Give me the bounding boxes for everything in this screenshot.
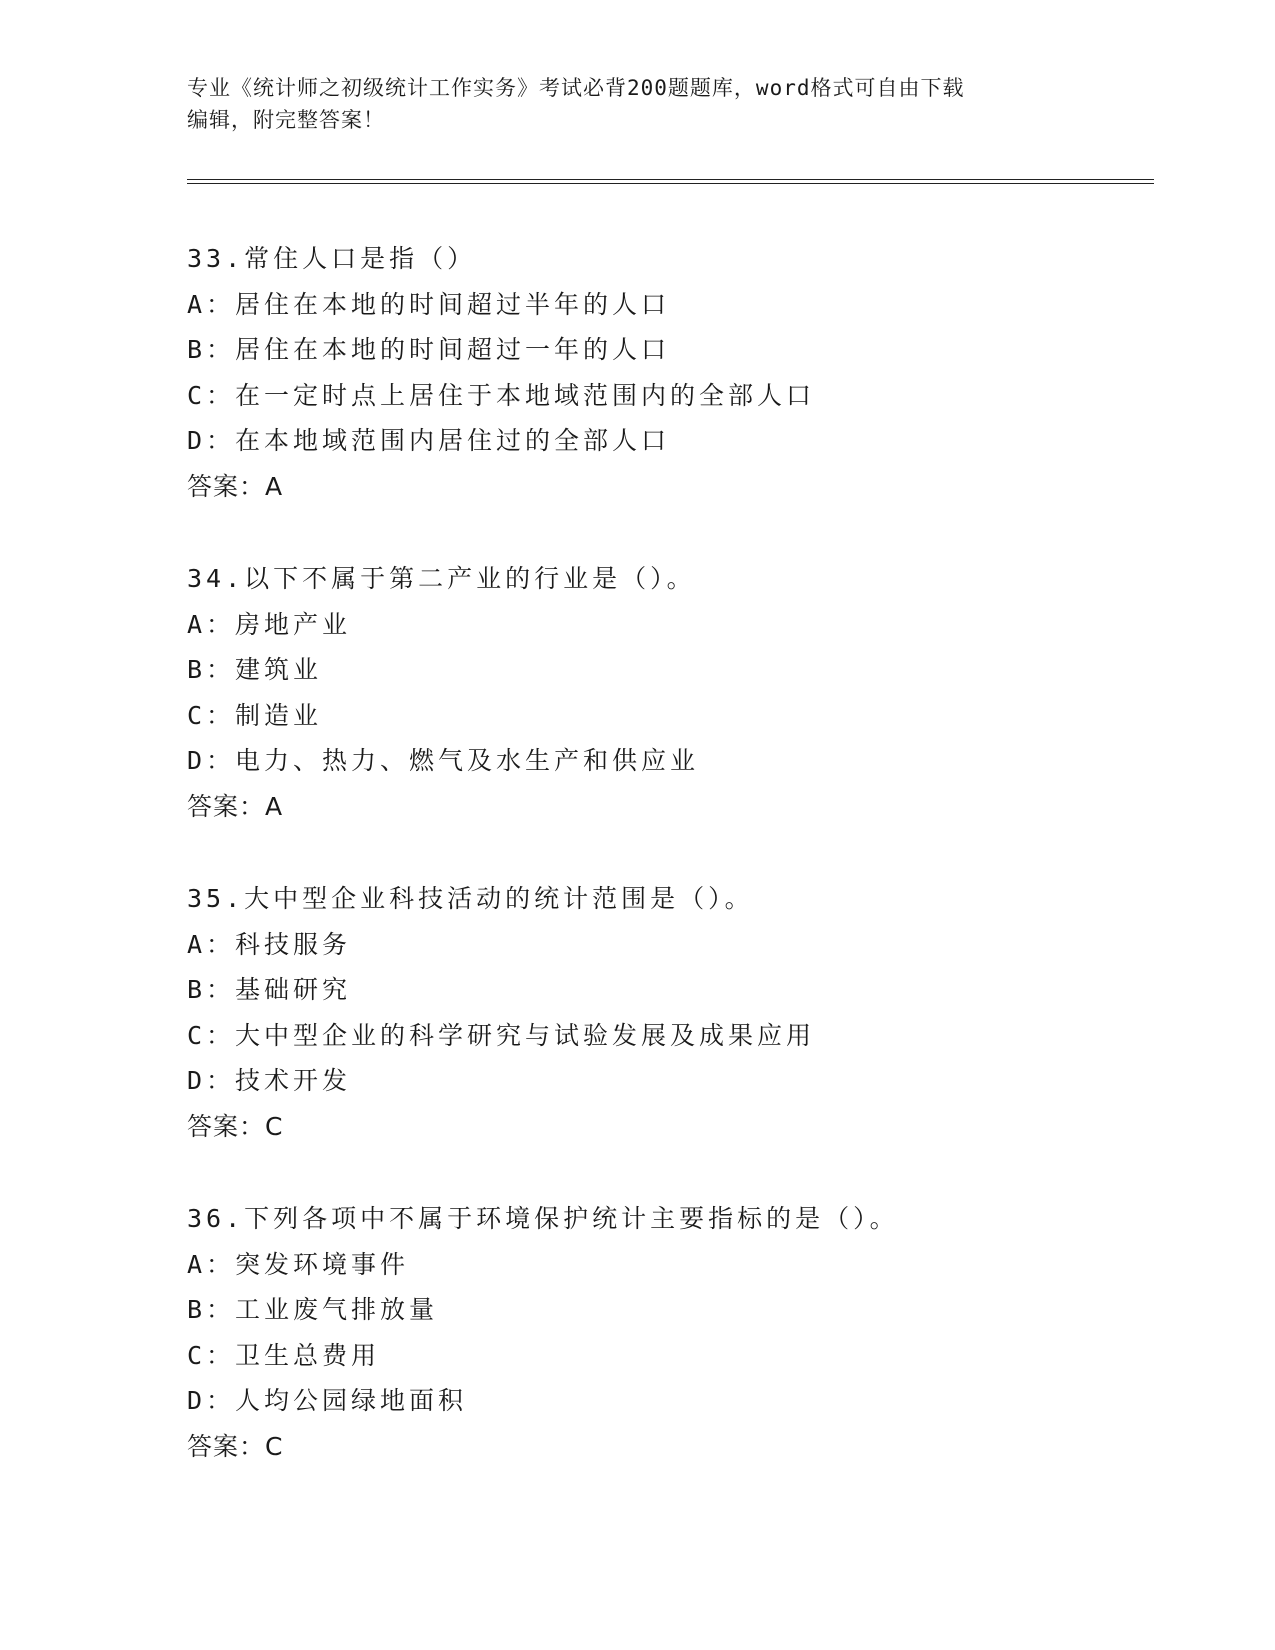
option-b: B：工业废气排放量	[187, 1295, 439, 1324]
question-stem: 34.以下不属于第二产业的行业是（）。	[187, 564, 696, 593]
option-c: C：卫生总费用	[187, 1340, 381, 1370]
header-line-1: 专业《统计师之初级统计工作实务》考试必背200题题库，word格式可自由下载	[187, 76, 965, 100]
option-b: B：居住在本地的时间超过一年的人口	[187, 335, 671, 364]
option-b: B：基础研究	[187, 975, 352, 1004]
question-block	[187, 1196, 1147, 1516]
option-c: C：在一定时点上居住于本地域范围内的全部人口	[187, 380, 816, 410]
question-stem: 36.下列各项中不属于环境保护统计主要指标的是（）。	[187, 1204, 899, 1233]
option-c: C：制造业	[187, 700, 323, 730]
question-block	[187, 236, 1147, 556]
answer-line: 答案：A	[187, 471, 284, 501]
option-c: C：大中型企业的科学研究与试验发展及成果应用	[187, 1020, 816, 1050]
question-stem: 35.大中型企业科技活动的统计范围是（）。	[187, 884, 754, 913]
option-a: A：突发环境事件	[187, 1249, 410, 1279]
option-d: D：在本地域范围内居住过的全部人口	[187, 426, 671, 455]
option-a: A：居住在本地的时间超过半年的人口	[187, 289, 671, 319]
question-block	[187, 556, 1147, 876]
header-divider-top	[187, 179, 1154, 180]
question-stem: 33.常住人口是指（）	[187, 244, 477, 273]
option-d: D：技术开发	[187, 1066, 352, 1095]
question-list	[187, 236, 1147, 1516]
header-divider-bottom	[187, 183, 1154, 184]
option-a: A：房地产业	[187, 609, 352, 639]
option-a: A：科技服务	[187, 929, 352, 959]
option-d: D：电力、热力、燃气及水生产和供应业	[187, 746, 700, 775]
option-b: B：建筑业	[187, 655, 323, 684]
answer-line: 答案：C	[187, 1431, 284, 1461]
header-line-2: 编辑，附完整答案！	[187, 108, 385, 132]
document-header	[187, 72, 1087, 136]
question-block	[187, 876, 1147, 1196]
answer-line: 答案：C	[187, 1111, 284, 1141]
answer-line: 答案：A	[187, 791, 284, 821]
option-d: D：人均公园绿地面积	[187, 1386, 468, 1415]
